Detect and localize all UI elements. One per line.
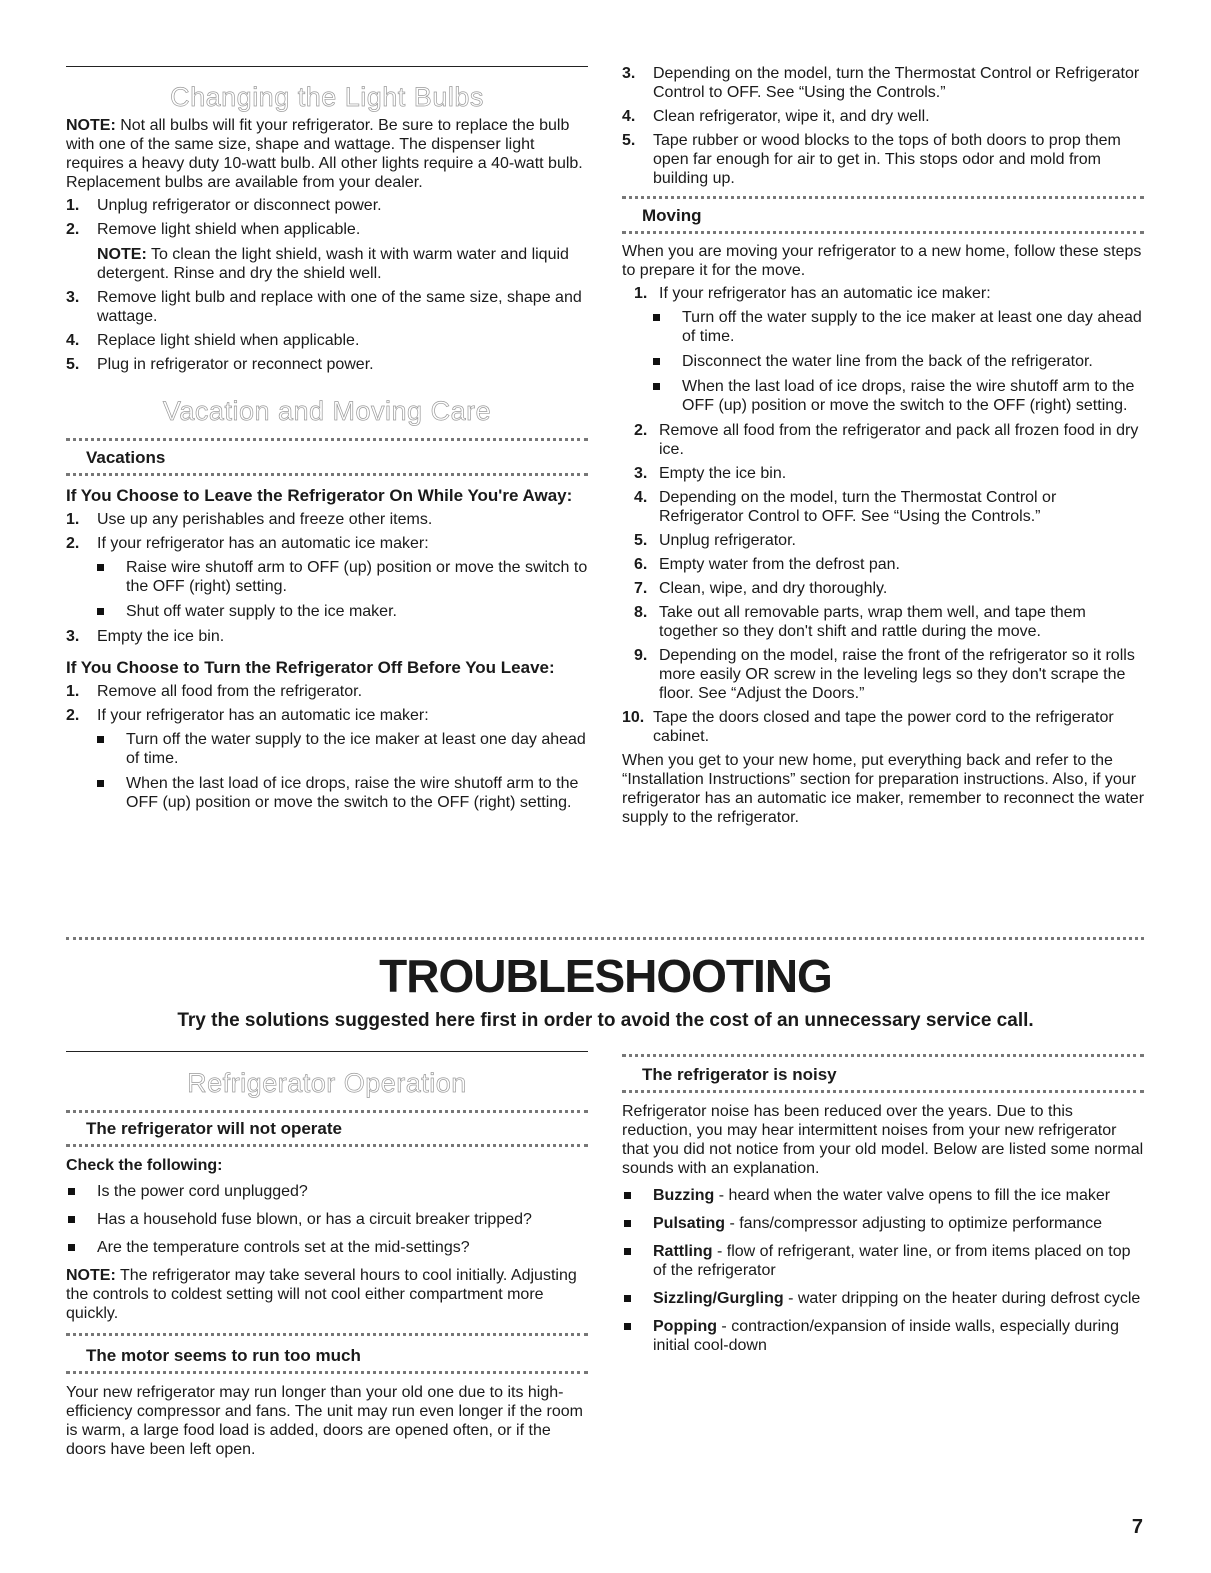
section-rule xyxy=(66,1051,588,1052)
list-item: 2. Remove light shield when applicable. NOTE: To clean the light shield, wash it with warm water and liquid detergent. Rinse and dry the shield well. xyxy=(66,220,588,283)
vacation-moving-section xyxy=(622,64,1144,827)
check-heading: Check the following: xyxy=(66,1157,223,1174)
bullet-icon xyxy=(624,1248,631,1255)
bullet-icon xyxy=(97,736,104,743)
light-bulbs-note xyxy=(66,116,588,192)
list-item: 1. Remove all food from the refrigerator. xyxy=(66,683,363,700)
turn-off-steps-cont xyxy=(622,64,1144,188)
list-item: 5. Plug in refrigerator or reconnect power. xyxy=(66,356,374,373)
bullet-item: When the last load of ice drops, raise the wire shutoff arm to the OFF (up) position or move the switch to the OFF (right) setting. xyxy=(622,377,1144,415)
bullet-icon xyxy=(97,608,104,615)
bullet-icon xyxy=(97,564,104,571)
note-label: NOTE: xyxy=(66,117,116,134)
section-rule xyxy=(66,66,588,67)
list-item: 5. Unplug refrigerator. xyxy=(634,532,796,549)
light-bulbs-section xyxy=(66,66,588,818)
dotted-rule xyxy=(622,231,1144,234)
bullet-item: Turn off the water supply to the ice maker at least one day ahead of time. xyxy=(66,730,588,768)
light-bulbs-title: Changing the Light Bulbs xyxy=(170,82,484,112)
list-item: 1. If your refrigerator has an automatic ice maker: xyxy=(634,285,991,302)
bullet-item: Are the temperature controls set at the mid-settings? xyxy=(66,1238,588,1257)
dotted-rule xyxy=(66,473,588,476)
dotted-rule xyxy=(622,196,1144,199)
bullet-item: Is the power cord unplugged? xyxy=(66,1182,588,1201)
bullet-icon xyxy=(624,1192,631,1199)
troubleshooting-title: TROUBLESHOOTING xyxy=(379,950,832,1002)
dotted-rule xyxy=(622,1054,1144,1057)
bullet-icon xyxy=(653,383,660,390)
list-item: 4. Replace light shield when applicable. xyxy=(66,332,360,349)
list-item: 1. Use up any perishables and freeze other items. xyxy=(66,511,433,528)
operation-note: NOTE: The refrigerator may take several hours to cool initially. Adjusting the controls to coldest setting will not cool either compartment more quickly. xyxy=(66,1267,577,1322)
check-list xyxy=(66,1182,588,1257)
bullet-item: Sizzling/Gurgling - water dripping on the heater during defrost cycle xyxy=(622,1289,1144,1308)
vacation-title: Vacation and Moving Care xyxy=(162,396,492,426)
list-item: 4. Clean refrigerator, wipe it, and dry well. xyxy=(622,108,930,125)
noisy-heading: The refrigerator is noisy xyxy=(642,1065,837,1084)
troubleshooting-subtitle: Try the solutions suggested here first in order to avoid the cost of an unnecessary service call. xyxy=(177,1010,1034,1031)
step-note: NOTE: To clean the light shield, wash it with warm water and liquid detergent. Rinse and dry the shield well. xyxy=(97,246,569,282)
list-item: 2. Remove all food from the refrigerator and pack all frozen food in dry ice. xyxy=(634,422,1139,458)
bullet-icon xyxy=(68,1216,75,1223)
list-item: 1. Unplug refrigerator or disconnect power. xyxy=(66,197,382,214)
refrigerator-operation-section xyxy=(66,1051,588,1459)
dotted-rule xyxy=(622,1090,1144,1093)
not-operate-heading: The refrigerator will not operate xyxy=(86,1119,342,1138)
page-number: 7 xyxy=(1131,1516,1143,1538)
bullet-icon xyxy=(68,1188,75,1195)
dotted-rule xyxy=(66,1110,588,1113)
bullet-item: Rattling - flow of refrigerant, water line, or from items placed on top of the refrigerator xyxy=(622,1242,1144,1280)
list-item: 5. Tape rubber or wood blocks to the tops of both doors to prop them open far enough for air to get in. This stops odor and mold from building up. xyxy=(622,132,1121,187)
turn-off-bullets xyxy=(66,730,588,812)
operation-title: Refrigerator Operation xyxy=(187,1068,467,1098)
turn-off-heading: If You Choose to Turn the Refrigerator Off Before You Leave: xyxy=(66,658,555,677)
turn-off-steps xyxy=(66,682,588,725)
bullet-icon xyxy=(97,780,104,787)
leave-on-bullets xyxy=(66,558,588,621)
moving-intro: When you are moving your refrigerator to a new home, follow these steps to prepare it for the move. xyxy=(622,243,1142,279)
list-item: 10. Tape the doors closed and tape the power cord to the refrigerator cabinet. xyxy=(622,709,1114,745)
page-divider xyxy=(66,937,1144,940)
note-text: Not all bulbs will fit your refrigerator. Be sure to replace the bulb with one of the same size, shape and wattage. The dispenser light requires a heavy duty 10-watt bulb. All other lights require a 40-watt bulb. Replacement bulbs are available from your dealer. xyxy=(66,117,583,191)
motor-text: Your new refrigerator may run longer than your old one due to its high-efficiency compressor and fans. The unit may run even longer if the room is warm, a large food load is added, doors are opened often, or if the doors have been left open. xyxy=(66,1384,584,1458)
list-item: 9. Depending on the model, raise the front of the refrigerator so it rolls more easily OR screw in the leveling legs so they don't scrape the floor. See “Adjust the Doors.” xyxy=(634,647,1135,702)
noisy-intro: Refrigerator noise has been reduced over the years. Due to this reduction, you may hear intermittent noises from your new refrigerator that you did not notice from your old model. Below are listed some normal sounds with an explanation. xyxy=(622,1103,1144,1177)
bullet-icon xyxy=(624,1220,631,1227)
leave-on-steps-cont xyxy=(66,627,588,646)
moving-closing: When you get to your new home, put everything back and refer to the “Installation Instructions” section for preparation instructions. Also, if your refrigerator has an automatic ice maker, remember to reconnect the water supply to the refrigerator. xyxy=(622,752,1145,826)
sounds-list xyxy=(622,1186,1144,1355)
dotted-rule xyxy=(66,1144,588,1147)
bullet-icon xyxy=(653,314,660,321)
light-bulbs-steps xyxy=(66,196,588,374)
bullet-icon xyxy=(68,1244,75,1251)
bullet-icon xyxy=(624,1323,631,1330)
list-item: 7. Clean, wipe, and dry thoroughly. xyxy=(634,580,888,597)
list-item: 3. Depending on the model, turn the Thermostat Control or Refrigerator Control to OFF. See “Using the Controls.” xyxy=(622,65,1140,101)
bullet-item: Turn off the water supply to the ice maker at least one day ahead of time. xyxy=(622,308,1144,346)
moving-heading: Moving xyxy=(642,206,702,225)
moving-steps xyxy=(622,421,1144,746)
list-item: 2. If your refrigerator has an automatic ice maker: xyxy=(66,535,429,552)
motor-heading: The motor seems to run too much xyxy=(86,1346,361,1365)
bullet-icon xyxy=(653,358,660,365)
dotted-rule xyxy=(66,1333,588,1336)
bullet-item: Buzzing - heard when the water valve opens to fill the ice maker xyxy=(622,1186,1144,1205)
leave-on-heading: If You Choose to Leave the Refrigerator On While You're Away: xyxy=(66,486,573,505)
list-item: 3. Empty the ice bin. xyxy=(634,465,787,482)
bullet-item: Shut off water supply to the ice maker. xyxy=(66,602,588,621)
list-item: 3. Empty the ice bin. xyxy=(66,628,225,645)
bullet-item: Pulsating - fans/compressor adjusting to optimize performance xyxy=(622,1214,1144,1233)
bullet-item: Popping - contraction/expansion of inside walls, especially during initial cool-down xyxy=(622,1317,1144,1355)
list-item: 3. Remove light bulb and replace with one of the same size, shape and wattage. xyxy=(66,289,582,325)
bullet-item: Raise wire shutoff arm to OFF (up) position or move the switch to the OFF (right) setting. xyxy=(66,558,588,596)
dotted-rule xyxy=(66,438,588,441)
noisy-section xyxy=(622,1054,1144,1364)
dotted-rule xyxy=(66,1371,588,1374)
leave-on-steps xyxy=(66,510,588,553)
list-item: 6. Empty water from the defrost pan. xyxy=(634,556,900,573)
bullet-item: Disconnect the water line from the back of the refrigerator. xyxy=(622,352,1144,371)
list-item: 2. If your refrigerator has an automatic ice maker: xyxy=(66,707,429,724)
vacations-heading: Vacations xyxy=(86,448,166,467)
bullet-item: Has a household fuse blown, or has a circuit breaker tripped? xyxy=(66,1210,588,1229)
list-item: 8. Take out all removable parts, wrap them well, and tape them together so they don't shift and rattle during the move. xyxy=(634,604,1086,640)
bullet-item: When the last load of ice drops, raise the wire shutoff arm to the OFF (up) position or move the switch to the OFF (right) setting. xyxy=(66,774,588,812)
moving-step1 xyxy=(622,284,1144,303)
list-item: 4. Depending on the model, turn the Thermostat Control or Refrigerator Control to OFF. See “Using the Controls.” xyxy=(634,489,1057,525)
moving-step1-bullets xyxy=(622,308,1144,415)
bullet-icon xyxy=(624,1295,631,1302)
